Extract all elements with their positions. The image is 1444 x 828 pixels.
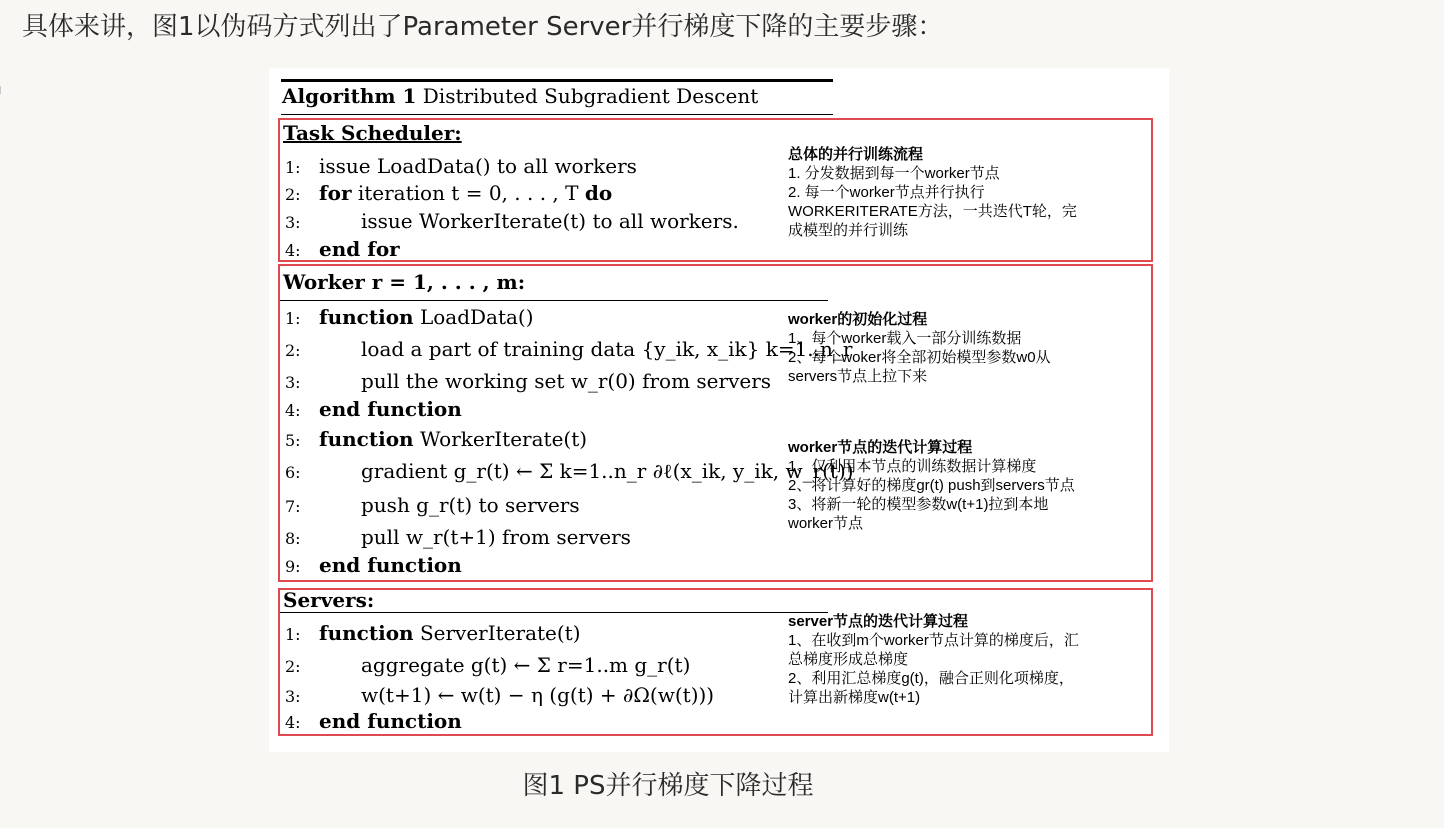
code-line: 4: end for <box>285 237 400 261</box>
code-line: 2: for iteration t = 0, . . . , T do <box>285 181 613 205</box>
figure-caption: 图1 PS并行梯度下降过程 <box>522 771 814 801</box>
algorithm-label: Algorithm 1 <box>282 84 417 108</box>
code-line: 1: function ServerIterate(t) <box>285 621 581 645</box>
worker-title: Worker r = 1, . . . , m: <box>283 270 526 294</box>
task-scheduler-section <box>278 118 1153 262</box>
code-line: 6: gradient g_r(t) ← Σ k=1..n_r ∂ℓ(x_ik, y_ik, w_r(t)) <box>285 459 854 483</box>
task-scheduler-title: Task Scheduler: <box>283 121 462 145</box>
code-line: 1: function LoadData() <box>285 305 534 329</box>
code-line: 5: function WorkerIterate(t) <box>285 427 588 451</box>
code-line: 3: pull the working set w_r(0) from servers <box>285 369 772 393</box>
code-line: 3: issue WorkerIterate(t) to all workers. <box>285 209 739 233</box>
worker-init-note: worker的初始化过程 1、每个worker载入一部分训练数据 2、每个woker将全部初始模型参数w0从 servers节点上拉下来 <box>788 311 1051 385</box>
edge-marker <box>0 86 4 94</box>
algorithm-figure <box>269 68 1169 752</box>
code-line: 9: end function <box>285 553 462 577</box>
algorithm-title-rule <box>281 114 833 115</box>
algorithm-title <box>282 84 758 108</box>
worker-section <box>278 264 1153 582</box>
intro-paragraph: 具体来讲，图1以伪码方式列出了Parameter Server并行梯度下降的主要步骤： <box>22 12 944 42</box>
servers-note: server节点的迭代计算过程 1、在收到m个worker节点计算的梯度后，汇 总梯度形成总梯度 2、利用汇总梯度g(t)，融合正则化项梯度， 计算出新梯度w(t+1) <box>788 613 1079 706</box>
code-line: 2: load a part of training data {y_ik, x_ik} k=1..n_r <box>285 337 853 361</box>
worker-title-rule <box>280 300 828 301</box>
worker-iterate-note: worker节点的迭代计算过程 1、仅利用本节点的训练数据计算梯度 2、将计算好的梯度gr(t) push到servers节点 3、将新一轮的模型参数w(t+1)拉到本地 worker节点 <box>788 439 1075 532</box>
code-line: 4: end function <box>285 709 462 733</box>
servers-title-rule <box>280 612 828 613</box>
algorithm-name: Distributed Subgradient Descent <box>422 84 759 108</box>
servers-title: Servers: <box>283 588 375 612</box>
code-line: 2: aggregate g(t) ← Σ r=1..m g_r(t) <box>285 653 691 677</box>
servers-section <box>278 588 1153 736</box>
code-line: 7: push g_r(t) to servers <box>285 493 580 517</box>
code-line: 4: end function <box>285 397 462 421</box>
code-line: 8: pull w_r(t+1) from servers <box>285 525 631 549</box>
code-line: 1: issue LoadData() to all workers <box>285 154 637 178</box>
algorithm-top-rule <box>281 79 833 82</box>
task-scheduler-note: 总体的并行训练流程 1. 分发数据到每一个worker节点 2. 每一个worker节点并行执行 WORKERITERATE方法，一共迭代T轮，完 成模型的并行训练 <box>788 146 1077 239</box>
code-line: 3: w(t+1) ← w(t) − η (g(t) + ∂Ω(w(t))) <box>285 683 715 707</box>
